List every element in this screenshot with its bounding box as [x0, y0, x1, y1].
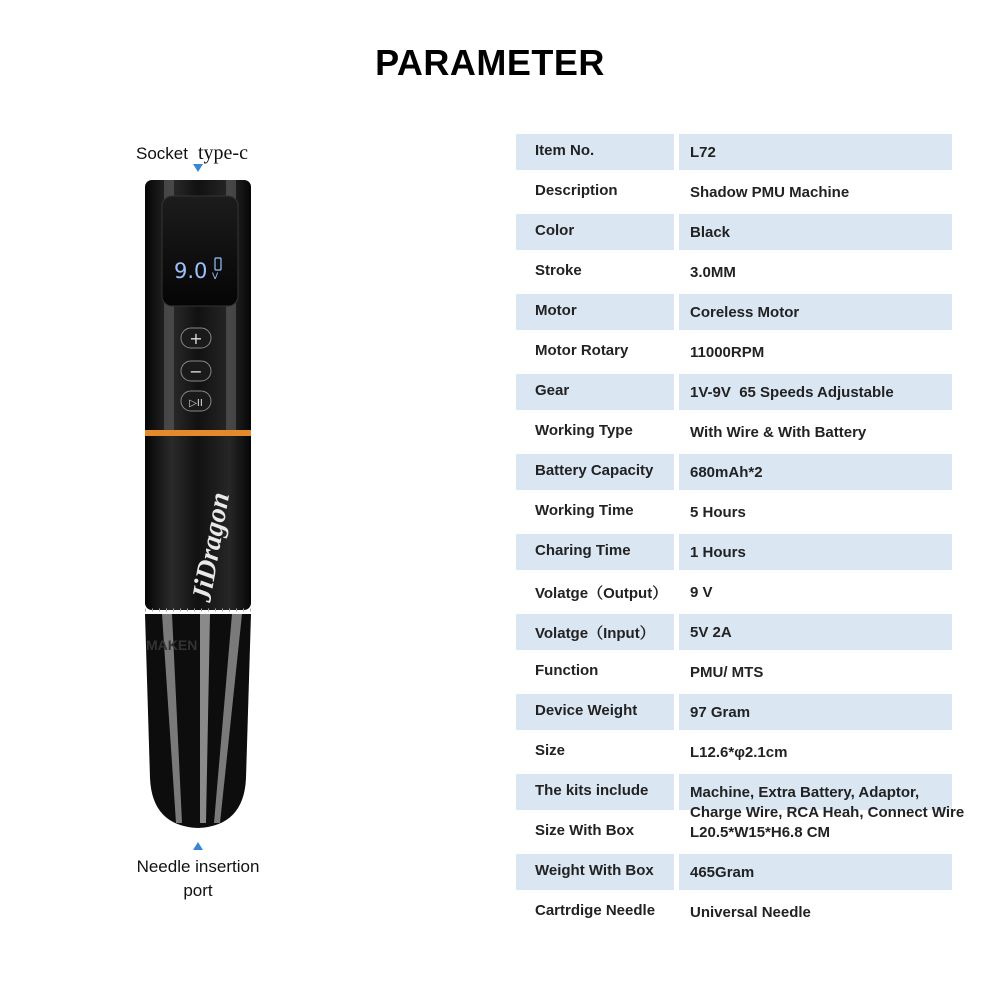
- spec-value: 9 V: [690, 584, 713, 601]
- spec-label: Working Time: [535, 502, 634, 519]
- arrow-up-icon: [193, 842, 203, 850]
- spec-row: [516, 534, 986, 570]
- spec-label: Stroke: [535, 262, 582, 279]
- spec-row: [516, 294, 986, 330]
- grip-text: MAKEN: [146, 637, 198, 653]
- arrow-down-icon: [193, 164, 203, 172]
- spec-label: Gear: [516, 374, 674, 410]
- spec-label: Color: [516, 214, 674, 250]
- brand-logo-text: JiDragon: [186, 490, 237, 605]
- kits-line-2: Charge Wire, RCA Heah, Connect Wire: [690, 804, 965, 821]
- spec-label: Motor Rotary: [535, 342, 629, 359]
- screen-unit: V: [212, 272, 219, 282]
- spec-label: Device Weight: [516, 694, 674, 730]
- spec-row: [516, 494, 986, 530]
- spec-value: 465Gram: [679, 854, 952, 890]
- spec-label: Weight With Box: [516, 854, 674, 890]
- spec-value: 11000RPM: [690, 344, 765, 361]
- spec-label: Size: [535, 742, 566, 759]
- play-pause-button[interactable]: [181, 391, 211, 411]
- size-with-box-value: L20.5*W15*H6.8 CM: [690, 824, 831, 841]
- spec-row: [516, 134, 986, 170]
- spec-row: [516, 694, 986, 730]
- spec-label: Cartrdige Needle: [535, 902, 656, 919]
- plus-button[interactable]: [181, 328, 211, 348]
- spec-row: [516, 894, 986, 930]
- spec-label: Volatge（Output）: [535, 585, 668, 602]
- spec-row: [516, 654, 986, 690]
- spec-row: [516, 214, 986, 250]
- kits-include-value: [690, 783, 964, 843]
- spec-value: 1V-9V 65 Speeds Adjustable: [679, 374, 952, 410]
- spec-value: L12.6*φ2.1cm: [690, 744, 788, 761]
- page-title: PARAMETER: [375, 42, 605, 83]
- spec-value: 1 Hours: [679, 534, 952, 570]
- spec-value: Universal Needle: [690, 904, 811, 921]
- spec-label: Battery Capacity: [516, 454, 674, 490]
- minus-icon: −: [189, 362, 203, 381]
- spec-row: [516, 734, 986, 770]
- spec-label: Item No.: [516, 134, 674, 170]
- spec-label: Volatge（Input）: [516, 614, 674, 650]
- socket-type-label: type-c: [197, 142, 248, 164]
- accent-ring: [145, 430, 251, 436]
- spec-row: [516, 254, 986, 290]
- kits-line-1: Machine, Extra Battery, Adaptor,: [690, 784, 920, 801]
- needle-port-label-line2: port: [183, 881, 213, 900]
- screen-value: 9.0: [174, 259, 208, 283]
- needle-port-label-line1: Needle insertion: [136, 857, 260, 876]
- spec-label: Motor: [516, 294, 674, 330]
- plus-icon: +: [189, 329, 203, 348]
- spec-row: [516, 334, 986, 370]
- spec-label: Charing Time: [516, 534, 674, 570]
- socket-label: [136, 142, 248, 165]
- spec-row: [516, 174, 986, 210]
- spec-row: [516, 614, 986, 650]
- minus-button[interactable]: [181, 361, 211, 381]
- spec-row: [516, 374, 986, 410]
- spec-value: 5 Hours: [690, 504, 746, 521]
- spec-label: Size With Box: [535, 822, 635, 839]
- spec-row: [516, 854, 986, 890]
- spec-row: [516, 574, 986, 610]
- spec-value: Coreless Motor: [679, 294, 952, 330]
- spec-row: [516, 414, 986, 450]
- needle-port-label: [118, 855, 278, 903]
- spec-value: With Wire & With Battery: [690, 424, 867, 441]
- spec-label: The kits include: [516, 774, 674, 810]
- spec-value: L72: [679, 134, 952, 170]
- spec-value: 97 Gram: [679, 694, 952, 730]
- spec-value: 680mAh*2: [679, 454, 952, 490]
- play-pause-icon: ▷II: [189, 398, 203, 409]
- spec-value: Black: [679, 214, 952, 250]
- spec-value: 3.0MM: [690, 264, 736, 281]
- spec-value: Shadow PMU Machine: [690, 184, 850, 201]
- lcd-screen: [162, 196, 238, 306]
- spec-label: Description: [535, 182, 618, 199]
- tattoo-pen-image: [140, 178, 260, 838]
- spec-label: Working Type: [535, 422, 633, 439]
- socket-label-text: Socket: [136, 144, 188, 163]
- spec-value: PMU/ MTS: [690, 664, 764, 681]
- spec-value: 5V 2A: [679, 614, 952, 650]
- spec-row: [516, 454, 986, 490]
- spec-label: Function: [535, 662, 599, 679]
